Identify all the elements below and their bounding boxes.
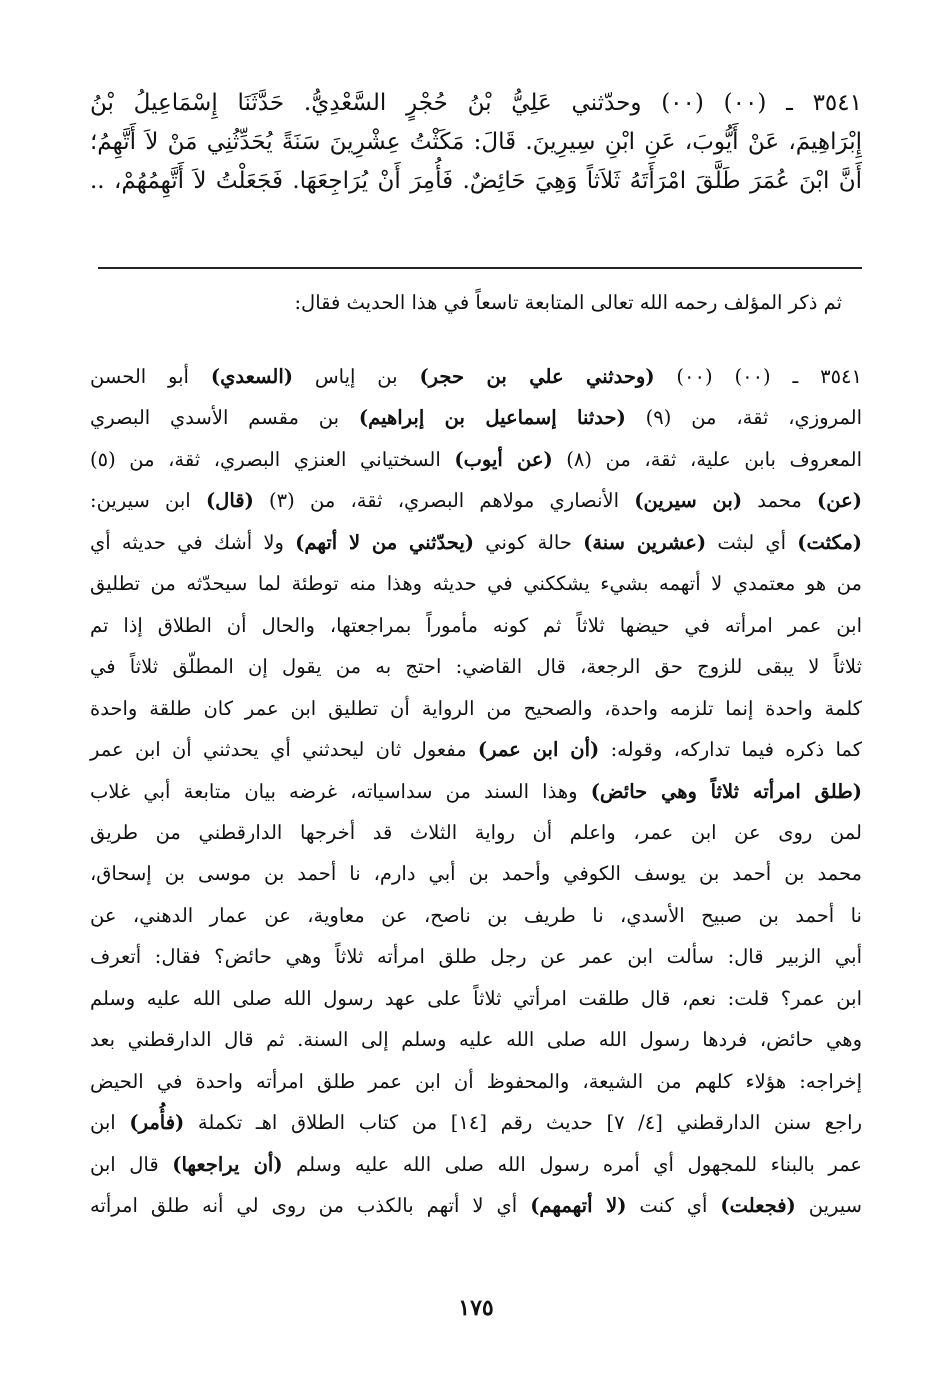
commentary-line bbox=[90, 853, 862, 894]
commentary-line bbox=[90, 895, 862, 936]
text-segment: قال ابن bbox=[90, 1152, 173, 1176]
text-segment: ولا أشك في حديثه أي bbox=[90, 530, 296, 554]
commentary-line bbox=[90, 812, 862, 853]
commentary-line bbox=[90, 1019, 862, 1060]
bold-quoted-segment: (فجعلت) bbox=[720, 1194, 796, 1217]
commentary-line bbox=[90, 1102, 862, 1143]
commentary-line bbox=[90, 605, 862, 646]
bold-quoted-segment: (حدثنا إسماعيل بن إبراهيم) bbox=[358, 406, 626, 430]
commentary-line bbox=[90, 1185, 862, 1226]
commentary-line bbox=[90, 522, 862, 563]
text-segment: من هو معتمدي لا أتهمه بشيء يشككني في حديثه وهذا منه توطئة لما سيحدّثه من تطليق bbox=[90, 572, 862, 596]
commentary-line bbox=[90, 646, 862, 687]
commentary-line bbox=[90, 480, 862, 521]
commentary-line bbox=[90, 1144, 862, 1185]
bold-quoted-segment: (أن ابن عمر) bbox=[477, 738, 600, 762]
text-segment: مفعول ثان ليحدثني أي يحدثني أن ابن عمر bbox=[90, 738, 478, 762]
bold-quoted-segment: (قال) bbox=[205, 489, 254, 513]
text-segment: أي كنت bbox=[626, 1194, 721, 1217]
commentary-line bbox=[90, 356, 862, 397]
page-number: ١٧٥ bbox=[458, 1295, 494, 1321]
commentary-line bbox=[90, 397, 862, 438]
hadith-line bbox=[90, 162, 862, 201]
text-segment: سيرين bbox=[795, 1194, 863, 1217]
text-segment: المروزي، ثقة، من (٩) bbox=[625, 406, 862, 430]
bold-quoted-segment: (لا أتهمهم) bbox=[530, 1194, 627, 1217]
text-segment: نا أحمد بن صبيح الأسدي، نا طريف بن ناصح، عن معاوية، عن عمار الدهني، عن bbox=[90, 903, 862, 927]
commentary-line bbox=[90, 978, 862, 1019]
bold-quoted-segment: (يحدّثني من لا أتهم) bbox=[295, 530, 475, 554]
text-segment: إخراجه: هؤلاء كلهم من الشيعة، والمحفوظ أن ابن عمر طلق امرأته واحدة في الحيض bbox=[90, 1069, 862, 1093]
bold-quoted-segment: (السعدي) bbox=[210, 365, 293, 388]
text-segment: بن مقسم الأسدي البصري bbox=[90, 406, 359, 430]
text-segment: محمد بن أحمد بن يوسف الكوفي وأحمد بن أبي دارم، نا أحمد بن موسى بن إسحاق، bbox=[90, 862, 862, 886]
text-segment: الأنصاري مولاهم البصري، ثقة، من (٣) bbox=[253, 489, 635, 513]
bold-quoted-segment: (مكثت) bbox=[797, 530, 862, 554]
text-segment: كلمة واحدة إنما تلزمه واحدة، والصحيح من الرواية أن تطليق ابن عمر كان طلقة واحدة bbox=[90, 696, 862, 720]
commentary-line bbox=[90, 563, 862, 604]
text-segment: أي لا أتهم بالكذب من روى لي أنه طلق امرأته bbox=[90, 1194, 531, 1217]
bold-quoted-segment: (عشرين سنة) bbox=[583, 530, 707, 554]
text-segment: ابن bbox=[90, 1111, 130, 1135]
text-segment: ابن عمر؟ قلت: نعم، قال طلقت امرأتي ثلاثاً على عهد رسول الله صلى الله عليه وسلم bbox=[90, 986, 862, 1010]
bold-quoted-segment: (عن أيوب) bbox=[454, 447, 553, 471]
text-segment: ثلاثاً لا يبقى للزوج حق الرجعة، قال القاضي: احتج به من يقول إن المطلّق ثلاثاً في bbox=[90, 655, 862, 679]
hadith-line bbox=[90, 123, 862, 162]
commentary-intro: ثم ذكر المؤلف رحمه الله تعالى المتابعة تاسعاً في هذا الحديث فقال: bbox=[294, 291, 842, 314]
text-segment: أي لبثت bbox=[706, 530, 798, 554]
text-segment: محمد bbox=[742, 489, 818, 513]
commentary-line bbox=[90, 936, 862, 977]
text-segment: حالة كوني bbox=[474, 530, 584, 554]
text-segment: ٣٥٤١ ـ (٠٠) (٠٠) bbox=[654, 365, 863, 388]
text-segment: أَنَّ ابْنَ عُمَرَ طَلَّقَ امْرَأَتَهُ ثَلاَثاً وَهِيَ حَائِضٌ. فَأُمِرَ أَنْ يُرَاجِعَهَا. فَجَعَلْتُ لاَ أَتَّهِمُهُمْ، .. bbox=[90, 168, 862, 194]
bold-quoted-segment: (بن سيرين) bbox=[634, 489, 743, 513]
bold-quoted-segment: (وحدثني علي بن حجر) bbox=[419, 365, 655, 388]
text-segment: السختياني العنزي البصري، ثقة، من (٥) bbox=[90, 447, 455, 471]
commentary-line bbox=[90, 771, 862, 812]
text-segment: أبو الحسن bbox=[90, 365, 211, 388]
text-segment: ابن سيرين: bbox=[90, 489, 206, 513]
text-segment: أبي الزبير قال: سألت ابن عمر عن رجل طلق امرأته ثلاثاً وهي حائض؟ فقال: أتعرف bbox=[90, 945, 862, 969]
text-segment: وهي حائض، فردها رسول الله صلى الله عليه وسلم إلى السنة. ثم قال الدارقطني بعد bbox=[90, 1028, 862, 1052]
text-segment: راجع سنن الدارقطني [٤/ ٧] حديث رقم [١٤] من كتاب الطلاق اهـ تكملة bbox=[184, 1111, 862, 1135]
bold-quoted-segment: (أن يراجعها) bbox=[172, 1152, 283, 1176]
text-segment: المعروف بابن علية، ثقة، من (٨) bbox=[552, 447, 862, 471]
bold-quoted-segment: (طلق امرأته ثلاثاً وهي حائض) bbox=[590, 779, 862, 803]
text-segment: إِبْرَاهِيمَ، عَنْ أَيُّوبَ، عَنِ ابْنِ سِيرِينَ. قَالَ: مَكَثْتُ عِشْرِينَ سَنَةً يُحَدِّثُنِي مَنْ لاَ أَتَّهِمُ؛ bbox=[90, 129, 862, 155]
divider-rule bbox=[98, 267, 862, 269]
bold-quoted-segment: (فأُمر) bbox=[129, 1111, 185, 1135]
commentary-line bbox=[90, 729, 862, 770]
commentary-line bbox=[90, 688, 862, 729]
text-segment: عمر بالبناء للمجهول أي أمره رسول الله صلى الله عليه وسلم bbox=[282, 1152, 862, 1176]
hadith-line bbox=[90, 84, 862, 123]
text-segment: كما ذكره فيما تداركه، وقوله: bbox=[599, 738, 862, 762]
text-segment: ابن عمر امرأته في حيضها ثلاثاً ثم كونه مأموراً بمراجعتها، والحال أن الطلاق إذا تم bbox=[90, 613, 862, 637]
text-segment: بن إياس bbox=[292, 365, 420, 388]
commentary-line bbox=[90, 439, 862, 480]
text-segment: ٣٥٤١ ـ (٠٠) (٠٠) وحدّثني عَلِيُّ بْنُ حُجْرٍ السَّعْدِيُّ. حَدَّثَنَا إِسْمَاعِيلُ بْنُ bbox=[90, 90, 862, 116]
text-segment: لمن روى عن ابن عمر، واعلم أن رواية الثلاث قد أخرجها الدارقطني من طريق bbox=[90, 820, 862, 844]
text-segment: وهذا السند من سداسياته، غرضه بيان متابعة أبي غلاب bbox=[90, 779, 591, 803]
bold-quoted-segment: (عن) bbox=[817, 489, 862, 513]
commentary-line bbox=[90, 1061, 862, 1102]
